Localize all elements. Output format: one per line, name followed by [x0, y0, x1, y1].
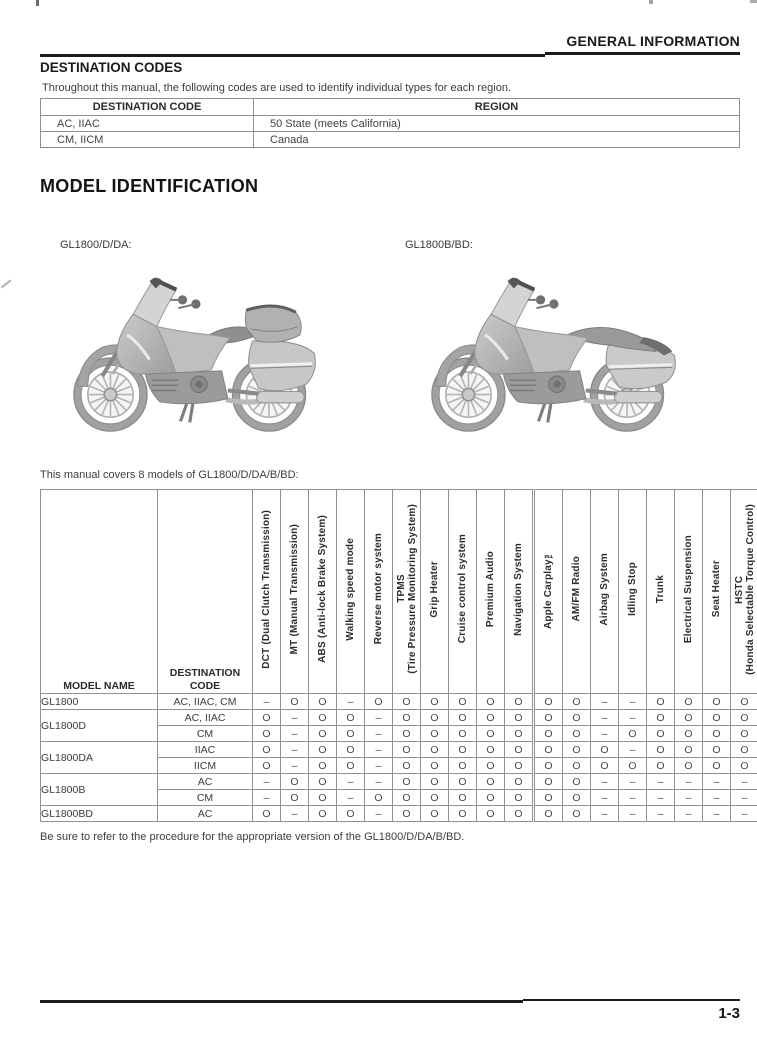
feature-value-cell: – [591, 774, 619, 790]
feature-column-header: Cruise control system [449, 490, 477, 694]
gl1800b-bd-illustration [412, 269, 702, 444]
model-identification-heading: MODEL IDENTIFICATION [40, 176, 259, 196]
feature-value-cell: – [337, 774, 365, 790]
footer-rule [523, 999, 740, 1002]
model-table-row [41, 742, 757, 758]
feature-value-cell: O [449, 694, 477, 710]
feature-value-cell: O [505, 774, 534, 790]
feature-value-cell: – [731, 790, 757, 806]
feature-value-cell: O [731, 694, 757, 710]
feature-value-cell: O [393, 726, 421, 742]
feature-value-cell: O [647, 694, 675, 710]
feature-value-cell: – [365, 726, 393, 742]
model-table-header-row [41, 490, 757, 694]
figure-caption-gl1800-d-da: GL1800/D/DA: [60, 239, 132, 251]
feature-value-cell: O [505, 806, 534, 822]
feature-value-cell: – [647, 774, 675, 790]
feature-value-cell: O [563, 742, 591, 758]
feature-value-cell: O [421, 758, 449, 774]
feature-column-header: Navigation System [505, 490, 534, 694]
feature-value-cell: – [365, 806, 393, 822]
scan-artifact [36, 0, 39, 6]
figure-caption-gl1800b-bd: GL1800B/BD: [405, 239, 473, 251]
feature-value-cell: O [393, 758, 421, 774]
destination-code-cell: AC, IIAC, CM [158, 694, 253, 710]
feature-value-cell: O [281, 694, 309, 710]
model-name-cell: GL1800D [41, 710, 158, 742]
feature-value-cell: O [393, 694, 421, 710]
feature-column-header: Apple Carplay™ [534, 490, 563, 694]
feature-value-cell: O [591, 758, 619, 774]
feature-value-cell: – [703, 774, 731, 790]
feature-value-cell: O [449, 758, 477, 774]
feature-value-cell: O [675, 742, 703, 758]
feature-value-cell: O [563, 806, 591, 822]
feature-value-cell: – [591, 790, 619, 806]
destination-code-cell: IICM [158, 758, 253, 774]
page-header-title: GENERAL INFORMATION [566, 33, 740, 49]
feature-value-cell: O [534, 726, 563, 742]
model-name-cell: GL1800B [41, 774, 158, 806]
feature-value-cell: O [703, 742, 731, 758]
feature-value-cell: O [253, 726, 281, 742]
feature-value-cell: O [675, 694, 703, 710]
feature-value-cell: – [619, 710, 647, 726]
feature-column-header: Premium Audio [477, 490, 505, 694]
feature-value-cell: O [505, 710, 534, 726]
feature-value-cell: – [675, 806, 703, 822]
feature-value-cell: O [309, 790, 337, 806]
scan-artifact [649, 0, 653, 4]
feature-value-cell: O [675, 710, 703, 726]
feature-value-cell: O [534, 742, 563, 758]
feature-value-cell: O [477, 742, 505, 758]
feature-value-cell: O [421, 790, 449, 806]
feature-column-header: Walking speed mode [337, 490, 365, 694]
feature-value-cell: O [337, 742, 365, 758]
scan-artifact [1, 279, 11, 288]
feature-value-cell: O [337, 806, 365, 822]
destination-code-cell: AC, IIAC [41, 116, 254, 132]
feature-value-cell: O [365, 694, 393, 710]
feature-column-header: DCT (Dual Clutch Transmission) [253, 490, 281, 694]
header-rule [40, 54, 545, 57]
feature-value-cell: O [703, 710, 731, 726]
feature-value-cell: O [309, 726, 337, 742]
feature-value-cell: O [421, 742, 449, 758]
scan-artifact [750, 0, 757, 3]
feature-value-cell: O [449, 726, 477, 742]
feature-value-cell: – [365, 758, 393, 774]
header-rule [545, 52, 740, 55]
feature-value-cell: O [477, 710, 505, 726]
feature-value-cell: O [449, 742, 477, 758]
feature-value-cell: O [675, 758, 703, 774]
destination-code-cell: CM [158, 726, 253, 742]
model-table-row [41, 806, 757, 822]
feature-value-cell: O [534, 758, 563, 774]
feature-value-cell: – [253, 790, 281, 806]
feature-value-cell: O [534, 774, 563, 790]
destination-code-column-header: DESTINATION CODE [41, 99, 254, 116]
feature-value-cell: O [337, 710, 365, 726]
destination-code-cell: CM [158, 790, 253, 806]
feature-value-cell: O [449, 774, 477, 790]
feature-value-cell: O [534, 806, 563, 822]
feature-value-cell: O [309, 742, 337, 758]
feature-value-cell: – [703, 790, 731, 806]
feature-column-header: MT (Manual Transmission) [281, 490, 309, 694]
feature-column-header: Reverse motor system [365, 490, 393, 694]
feature-value-cell: O [731, 726, 757, 742]
feature-value-cell: O [477, 726, 505, 742]
feature-value-cell: O [534, 790, 563, 806]
feature-value-cell: O [563, 774, 591, 790]
feature-column-header: Trunk [647, 490, 675, 694]
feature-value-cell: O [421, 710, 449, 726]
feature-value-cell: O [309, 758, 337, 774]
feature-value-cell: O [505, 758, 534, 774]
feature-value-cell: O [309, 806, 337, 822]
feature-value-cell: O [505, 694, 534, 710]
feature-value-cell: O [647, 758, 675, 774]
feature-value-cell: O [393, 806, 421, 822]
feature-value-cell: O [477, 774, 505, 790]
feature-column-header: HSTC (Honda Selectable Torque Control) [731, 490, 757, 694]
model-identification-section [40, 176, 756, 946]
feature-value-cell: O [703, 694, 731, 710]
model-name-cell: GL1800 [41, 694, 158, 710]
feature-value-cell: – [365, 774, 393, 790]
destination-codes-heading: DESTINATION CODES [40, 60, 183, 75]
feature-value-cell: – [281, 742, 309, 758]
feature-value-cell: O [505, 742, 534, 758]
feature-value-cell: O [563, 790, 591, 806]
feature-value-cell: O [421, 774, 449, 790]
destination-codes-table [40, 98, 740, 148]
motorcycle-bagger-illustration [412, 269, 702, 444]
feature-value-cell: O [647, 726, 675, 742]
feature-value-cell: O [281, 790, 309, 806]
feature-value-cell: – [337, 790, 365, 806]
feature-value-cell: – [591, 726, 619, 742]
feature-value-cell: O [675, 726, 703, 742]
motorcycle-touring-illustration [54, 269, 344, 444]
model-features-table [40, 489, 757, 822]
destination-codes-header-row [41, 99, 740, 116]
feature-value-cell: O [477, 806, 505, 822]
feature-value-cell: O [253, 758, 281, 774]
feature-value-cell: O [421, 806, 449, 822]
feature-value-cell: O [449, 790, 477, 806]
feature-value-cell: – [619, 742, 647, 758]
feature-value-cell: – [365, 710, 393, 726]
feature-column-header: Airbag System [591, 490, 619, 694]
feature-value-cell: – [731, 774, 757, 790]
feature-value-cell: O [309, 774, 337, 790]
destination-code-cell: CM, IICM [41, 132, 254, 148]
destination-code-cell: AC [158, 806, 253, 822]
table-row [41, 116, 740, 132]
feature-value-cell: – [619, 806, 647, 822]
feature-value-cell: – [281, 710, 309, 726]
feature-value-cell: – [619, 774, 647, 790]
feature-value-cell: – [253, 774, 281, 790]
feature-value-cell: O [731, 742, 757, 758]
feature-column-header: Idling Stop [619, 490, 647, 694]
feature-value-cell: – [619, 694, 647, 710]
feature-value-cell: O [731, 758, 757, 774]
page-number: 1-3 [718, 1005, 740, 1022]
region-cell: Canada [254, 132, 740, 148]
feature-column-header: Grip Heater [421, 490, 449, 694]
feature-value-cell: O [309, 694, 337, 710]
feature-value-cell: O [449, 806, 477, 822]
feature-column-header: TPMS (Tire Pressure Monitoring System) [393, 490, 421, 694]
feature-value-cell: – [281, 726, 309, 742]
feature-value-cell: O [477, 758, 505, 774]
feature-value-cell: O [647, 742, 675, 758]
destination-codes-section [40, 60, 740, 146]
feature-column-header: ABS (Anti-lock Brake System) [309, 490, 337, 694]
feature-value-cell: – [591, 694, 619, 710]
feature-value-cell: – [591, 806, 619, 822]
feature-value-cell: O [477, 790, 505, 806]
model-table-row [41, 694, 757, 710]
destination-code-cell: AC, IIAC [158, 710, 253, 726]
feature-value-cell: O [563, 758, 591, 774]
feature-value-cell: O [505, 790, 534, 806]
feature-value-cell: O [534, 694, 563, 710]
footer-rule [40, 1000, 523, 1003]
model-name-cell: GL1800BD [41, 806, 158, 822]
feature-value-cell: – [675, 774, 703, 790]
model-name-cell: GL1800DA [41, 742, 158, 774]
feature-value-cell: – [591, 710, 619, 726]
model-name-header: MODEL NAME [41, 490, 158, 694]
feature-value-cell: O [563, 710, 591, 726]
feature-value-cell: O [619, 758, 647, 774]
feature-value-cell: O [505, 726, 534, 742]
feature-value-cell: O [477, 694, 505, 710]
feature-value-cell: O [393, 710, 421, 726]
feature-value-cell: O [449, 710, 477, 726]
feature-value-cell: O [393, 774, 421, 790]
feature-value-cell: O [281, 774, 309, 790]
gl1800-d-da-illustration [54, 269, 344, 444]
feature-value-cell: – [281, 758, 309, 774]
model-table-row [41, 774, 757, 790]
destination-code-header: DESTINATION CODE [158, 490, 253, 694]
table-row [41, 132, 740, 148]
feature-value-cell: O [421, 694, 449, 710]
destination-code-cell: AC [158, 774, 253, 790]
feature-value-cell: – [731, 806, 757, 822]
feature-column-header: Electrical Suspension [675, 490, 703, 694]
feature-value-cell: O [703, 726, 731, 742]
feature-value-cell: O [591, 742, 619, 758]
feature-value-cell: – [365, 742, 393, 758]
feature-value-cell: O [253, 710, 281, 726]
feature-column-header: AM/FM Radio [563, 490, 591, 694]
feature-value-cell: – [647, 790, 675, 806]
region-cell: 50 State (meets California) [254, 116, 740, 132]
feature-value-cell: O [563, 726, 591, 742]
feature-value-cell: – [619, 790, 647, 806]
feature-value-cell: O [563, 694, 591, 710]
feature-value-cell: O [365, 790, 393, 806]
region-column-header: REGION [254, 99, 740, 116]
feature-value-cell: O [703, 758, 731, 774]
feature-value-cell: O [731, 710, 757, 726]
feature-value-cell: – [647, 806, 675, 822]
feature-value-cell: – [253, 694, 281, 710]
reference-note: Be sure to refer to the procedure for the appropriate version of the GL1800/D/DA/B/BD. [40, 831, 465, 843]
feature-column-header: Seat Heater [703, 490, 731, 694]
feature-value-cell: O [421, 726, 449, 742]
feature-value-cell: O [647, 710, 675, 726]
feature-value-cell: O [393, 790, 421, 806]
feature-value-cell: – [675, 790, 703, 806]
feature-value-cell: O [253, 806, 281, 822]
feature-value-cell: O [619, 726, 647, 742]
destination-codes-intro: Throughout this manual, the following codes are used to identify individual types for each region. [42, 82, 512, 94]
destination-code-cell: IIAC [158, 742, 253, 758]
feature-value-cell: O [253, 742, 281, 758]
feature-value-cell: O [337, 726, 365, 742]
feature-value-cell: O [337, 758, 365, 774]
feature-value-cell: O [309, 710, 337, 726]
feature-value-cell: O [534, 710, 563, 726]
model-table-row [41, 710, 757, 726]
covers-note: This manual covers 8 models of GL1800/D/DA/B/BD: [40, 469, 299, 481]
feature-value-cell: – [703, 806, 731, 822]
feature-value-cell: – [337, 694, 365, 710]
feature-value-cell: O [393, 742, 421, 758]
feature-value-cell: – [281, 806, 309, 822]
